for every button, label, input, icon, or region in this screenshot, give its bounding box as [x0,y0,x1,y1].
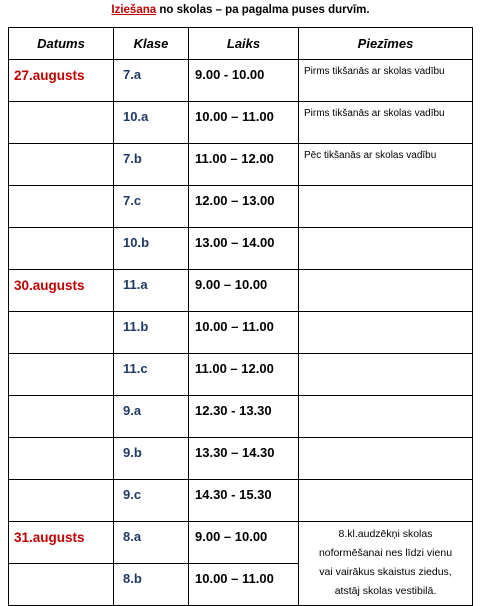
date-cell: 31.augusts [9,522,114,564]
date-cell: 30.augusts [9,270,114,312]
class-cell: 10.b [114,228,189,270]
note-cell [299,438,473,480]
date-cell [9,102,114,144]
date-cell [9,438,114,480]
time-cell: 13.30 – 14.30 [189,438,299,480]
table-row [9,60,473,102]
class-cell: 11.c [114,354,189,396]
table-row [9,354,473,396]
table-row [9,102,473,144]
class-cell: 7.c [114,186,189,228]
time-cell: 10.00 – 11.00 [189,564,299,606]
class-cell: 11.b [114,312,189,354]
table-row [9,186,473,228]
header-row [9,28,473,60]
time-cell: 14.30 - 15.30 [189,480,299,522]
table-row [9,438,473,480]
time-cell: 10.00 – 11.00 [189,102,299,144]
note-cell [299,480,473,522]
table-row [9,270,473,312]
title-highlight: Iziešana [111,4,157,16]
merged-note-cell: 8.kl.audzēkņi skolas noformēšanai nes līdzi vienu vai vairākus skaistus ziedus, atstāj skolas vestibilā. [299,522,473,606]
class-cell: 11.a [114,270,189,312]
header-datums: Datums [9,28,114,60]
header-laiks: Laiks [189,28,299,60]
class-cell: 8.b [114,564,189,606]
time-cell: 11.00 – 12.00 [189,354,299,396]
page-title [0,1,481,19]
date-cell [9,480,114,522]
schedule-table [8,27,473,606]
time-cell: 10.00 – 11.00 [189,312,299,354]
time-cell: 12.00 – 13.00 [189,186,299,228]
table-row [9,144,473,186]
date-cell [9,564,114,606]
note-cell [299,270,473,312]
date-cell [9,144,114,186]
class-cell: 10.a [114,102,189,144]
class-cell: 9.b [114,438,189,480]
class-cell: 9.c [114,480,189,522]
date-cell [9,186,114,228]
note-cell [299,354,473,396]
note-cell [299,228,473,270]
time-cell: 9.00 - 10.00 [189,60,299,102]
class-cell: 7.a [114,60,189,102]
date-cell [9,312,114,354]
class-cell: 8.a [114,522,189,564]
title-rest: no skolas – pa pagalma puses durvīm. [156,4,370,16]
note-cell [299,396,473,438]
date-cell: 27.augusts [9,60,114,102]
table-row [9,396,473,438]
table-row [9,522,473,564]
time-cell: 9.00 – 10.00 [189,270,299,312]
class-cell: 9.a [114,396,189,438]
table-row [9,480,473,522]
class-cell: 7.b [114,144,189,186]
header-klase: Klase [114,28,189,60]
table-row [9,228,473,270]
time-cell: 11.00 – 12.00 [189,144,299,186]
time-cell: 9.00 – 10.00 [189,522,299,564]
header-piezimes: Piezīmes [299,28,473,60]
date-cell [9,228,114,270]
note-cell [299,186,473,228]
note-cell: Pirms tikšanās ar skolas vadību [299,60,473,102]
time-cell: 12.30 - 13.30 [189,396,299,438]
note-cell: Pirms tikšanās ar skolas vadību [299,102,473,144]
time-cell: 13.00 – 14.00 [189,228,299,270]
date-cell [9,354,114,396]
date-cell [9,396,114,438]
note-cell [299,312,473,354]
table-row [9,312,473,354]
note-cell: Pēc tikšanās ar skolas vadību [299,144,473,186]
